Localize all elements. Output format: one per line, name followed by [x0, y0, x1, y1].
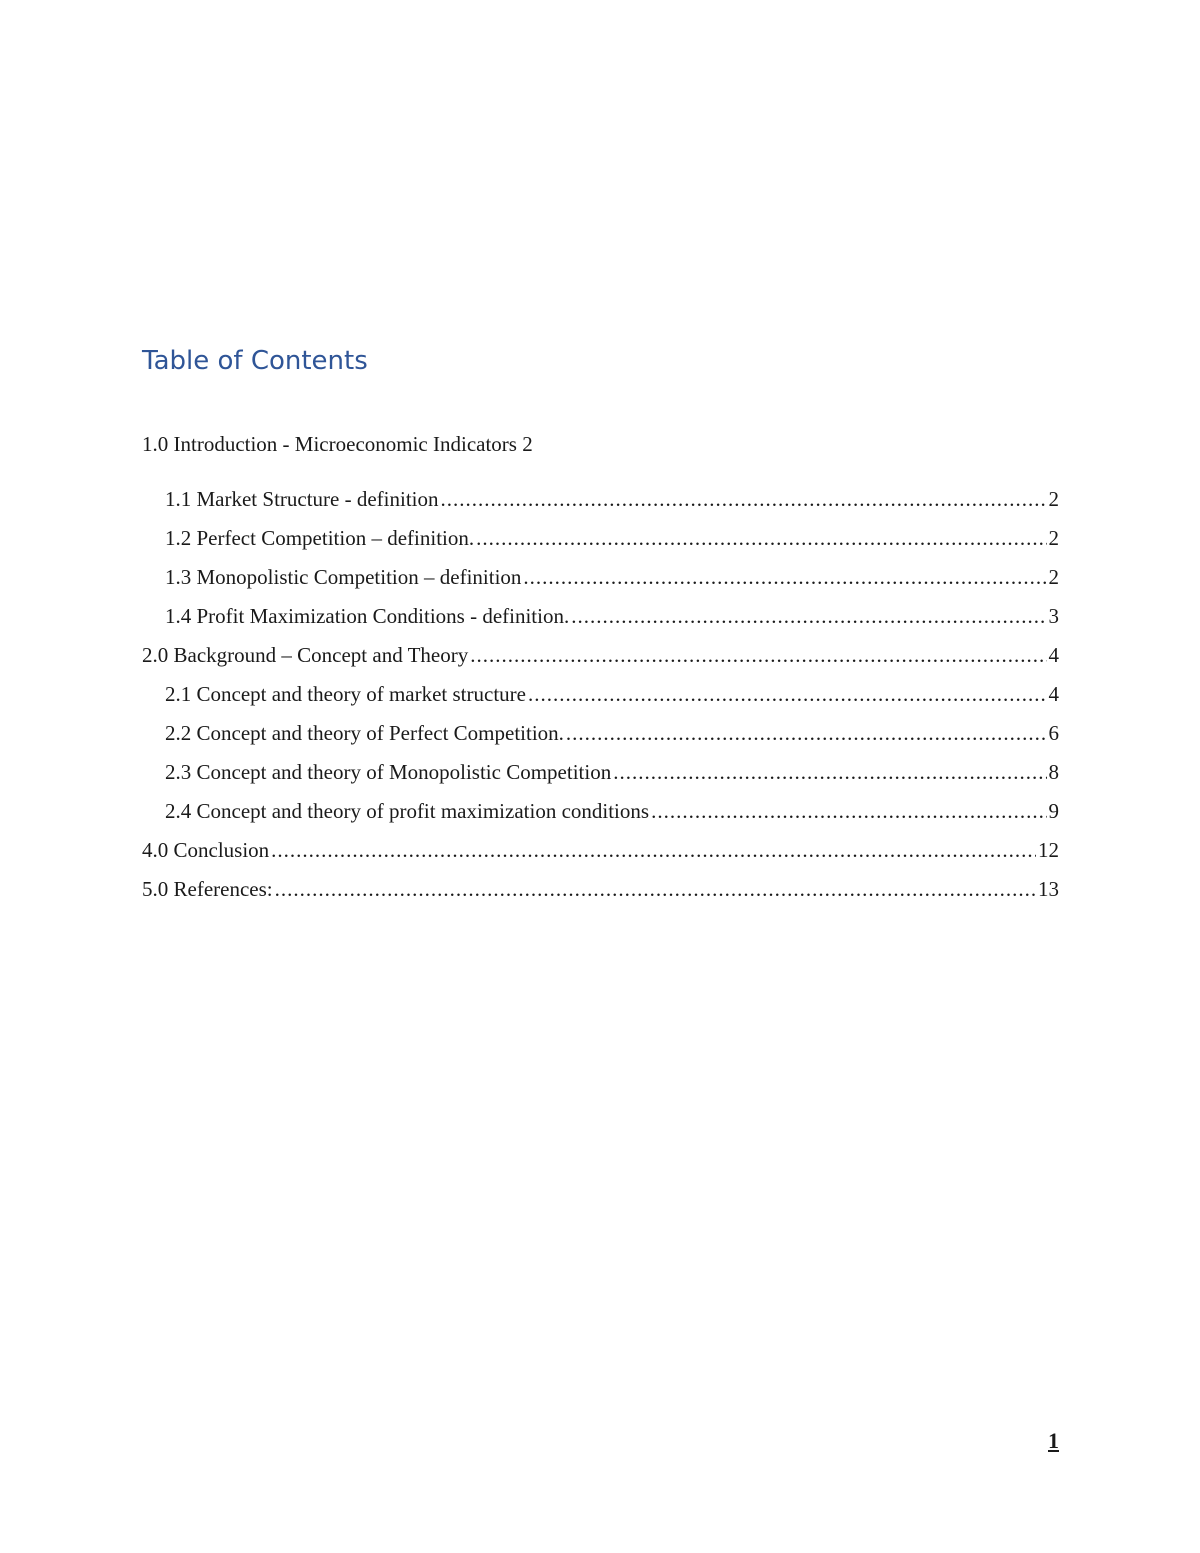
dot-leader [523, 563, 1046, 591]
toc-entry-1-1[interactable] [142, 485, 1059, 524]
toc-entry-page: 4 [1048, 643, 1059, 667]
toc-entry-label: 2.0 Background – Concept and Theory [142, 643, 469, 667]
toc-entry-label: 4.0 Conclusion [142, 838, 270, 862]
toc-entry-2-4[interactable] [142, 797, 1059, 836]
toc-entry-label: 2.4 Concept and theory of profit maximization conditions [165, 799, 650, 823]
toc-intro-line: 1.0 Introduction - Microeconomic Indicators 2 [142, 432, 533, 456]
toc-entry-1-3[interactable] [142, 563, 1059, 602]
toc-entry-1-4[interactable] [142, 602, 1059, 641]
toc-entry-label: 1.3 Monopolistic Competition – definition [165, 565, 522, 589]
toc-entry-label: 1.1 Market Structure - definition [165, 487, 439, 511]
dot-leader [651, 797, 1046, 825]
dot-leader [613, 758, 1046, 786]
toc-entry-5-0[interactable] [142, 875, 1059, 914]
toc-entry-page: 3 [1048, 604, 1059, 628]
page-number: 1 [1048, 1428, 1059, 1453]
toc-entry-page: 4 [1048, 682, 1059, 706]
toc-entry-page: 9 [1048, 799, 1059, 823]
toc-heading: Table of Contents [142, 346, 368, 376]
dot-leader [476, 524, 1046, 552]
toc-entry-4-0[interactable] [142, 836, 1059, 875]
dot-leader [275, 875, 1036, 903]
toc-entry-label: 2.2 Concept and theory of Perfect Competition. [165, 721, 564, 745]
toc-entry-2-2[interactable] [142, 719, 1059, 758]
toc-entry-page: 2 [1048, 565, 1059, 589]
toc-entry-label: 2.1 Concept and theory of market structure [165, 682, 526, 706]
toc-entry-2-0[interactable] [142, 641, 1059, 680]
dot-leader [470, 641, 1046, 669]
toc-entry-label: 1.2 Perfect Competition – definition. [165, 526, 475, 550]
toc-entry-page: 2 [1048, 526, 1059, 550]
toc-entry-page: 6 [1048, 721, 1059, 745]
toc-entry-page: 13 [1038, 877, 1059, 901]
dot-leader [571, 602, 1046, 630]
toc-entry-2-3[interactable] [142, 758, 1059, 797]
dot-leader [441, 485, 1047, 513]
dot-leader [528, 680, 1047, 708]
toc-list [142, 485, 1059, 914]
toc-entry-label: 1.4 Profit Maximization Conditions - definition. [165, 604, 570, 628]
toc-entry-label: 2.3 Concept and theory of Monopolistic Competition [165, 760, 612, 784]
toc-entry-page: 12 [1038, 838, 1059, 862]
toc-entry-1-2[interactable] [142, 524, 1059, 563]
toc-entry-label: 5.0 References: [142, 877, 273, 901]
toc-entry-page: 2 [1048, 487, 1059, 511]
dot-leader [566, 719, 1047, 747]
toc-entry-page: 8 [1048, 760, 1059, 784]
dot-leader [271, 836, 1036, 864]
toc-entry-2-1[interactable] [142, 680, 1059, 719]
